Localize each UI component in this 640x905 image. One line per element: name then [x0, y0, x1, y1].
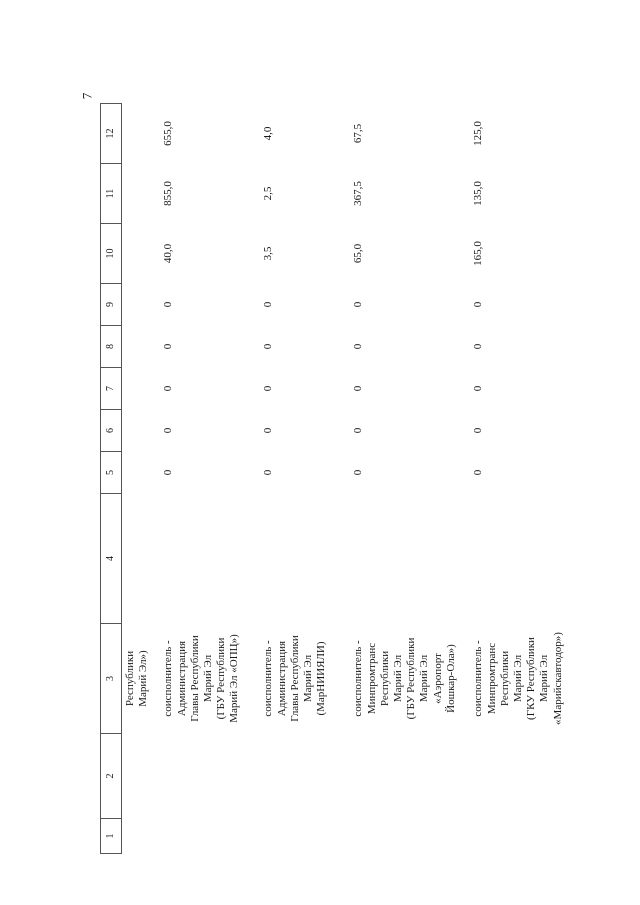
column-number: 7: [101, 368, 122, 410]
page-number: 7: [79, 92, 95, 100]
cell-col1: [150, 819, 250, 854]
value-cell: 0: [262, 469, 275, 476]
value-cell: 0: [162, 385, 175, 392]
value-cell: [122, 224, 151, 284]
cell-col2: [250, 734, 340, 819]
column-number: 2: [101, 734, 122, 819]
cell-col1: [250, 819, 340, 854]
column-number: 5: [101, 452, 122, 494]
cell-col2: [122, 734, 151, 819]
value-cell: 0: [262, 301, 275, 308]
value-cell: 0: [352, 427, 365, 434]
value-cell: 135,0: [472, 181, 485, 206]
value-cell: [122, 410, 151, 452]
value-cell: 165,0: [472, 241, 485, 266]
cell-col1: [460, 819, 584, 854]
value-cell: 0: [352, 301, 365, 308]
value-cell: 655,0: [162, 121, 175, 146]
value-cell: [122, 104, 151, 164]
value-cell: 0: [352, 385, 365, 392]
cell-col2: [460, 734, 584, 819]
value-cell: 367,5: [352, 181, 365, 206]
value-cell: 125,0: [472, 121, 485, 146]
cell-col2: [340, 734, 460, 819]
value-cell: 0: [162, 301, 175, 308]
table-row: [122, 104, 151, 854]
value-cell: [122, 452, 151, 494]
column-number: 1: [101, 819, 122, 854]
value-cell: [122, 368, 151, 410]
table-row: [250, 104, 340, 854]
cell-col4: [250, 494, 340, 624]
table-row: [460, 104, 584, 854]
table-row: [150, 104, 250, 854]
cell-col1: [122, 819, 151, 854]
value-cell: 0: [472, 469, 485, 476]
column-number: 6: [101, 410, 122, 452]
column-number: 10: [101, 224, 122, 284]
value-cell: [122, 326, 151, 368]
column-number: 11: [101, 164, 122, 224]
value-cell: 0: [262, 385, 275, 392]
column-number: 4: [101, 494, 122, 624]
table-row: [340, 104, 460, 854]
value-cell: [122, 164, 151, 224]
value-cell: 0: [262, 343, 275, 350]
value-cell: 0: [162, 427, 175, 434]
cell-col4: [122, 494, 151, 624]
value-cell: 0: [352, 343, 365, 350]
value-cell: 855,0: [162, 181, 175, 206]
executor-cell: соисполнитель - Минпромтранс Республики Марий Эл (ГКУ Республики Марий Эл «Марийскавтодор»): [472, 632, 564, 725]
value-cell: 0: [352, 469, 365, 476]
value-cell: 0: [472, 427, 485, 434]
executor-cell: соисполнитель - Администрация Главы Республики Марий Эл (ГБУ Республики Марий Эл «ОПЦ»): [162, 634, 241, 723]
rotated-table-wrapper: [100, 104, 580, 854]
column-number: 9: [101, 284, 122, 326]
cell-col1: [340, 819, 460, 854]
value-cell: 65,0: [352, 243, 365, 264]
cell-col4: [150, 494, 250, 624]
column-number: 8: [101, 326, 122, 368]
cell-col4: [340, 494, 460, 624]
value-cell: 4,0: [262, 126, 275, 141]
column-number: 12: [101, 104, 122, 164]
budget-table: [100, 103, 584, 854]
executor-cell: Республики Марий Эл»): [124, 650, 150, 707]
cell-col4: [460, 494, 584, 624]
value-cell: [122, 284, 151, 326]
executor-cell: соисполнитель - Администрация Главы Республики Марий Эл (МарНИИЯЛИ): [262, 635, 328, 722]
value-cell: 0: [472, 343, 485, 350]
value-cell: 0: [162, 469, 175, 476]
value-cell: 40,0: [162, 243, 175, 264]
value-cell: 0: [472, 301, 485, 308]
value-cell: 2,5: [262, 186, 275, 201]
value-cell: 67,5: [352, 123, 365, 144]
value-cell: 0: [162, 343, 175, 350]
value-cell: 3,5: [262, 246, 275, 261]
cell-col2: [150, 734, 250, 819]
value-cell: 0: [472, 385, 485, 392]
table-header-row: [101, 104, 122, 854]
executor-cell: соисполнитель - Минпромтранс Республики Марий Эл (ГБУ Республики Марий Эл «Аэропорт Йошкар-Ола»): [352, 637, 457, 720]
value-cell: 0: [262, 427, 275, 434]
column-number: 3: [101, 624, 122, 734]
